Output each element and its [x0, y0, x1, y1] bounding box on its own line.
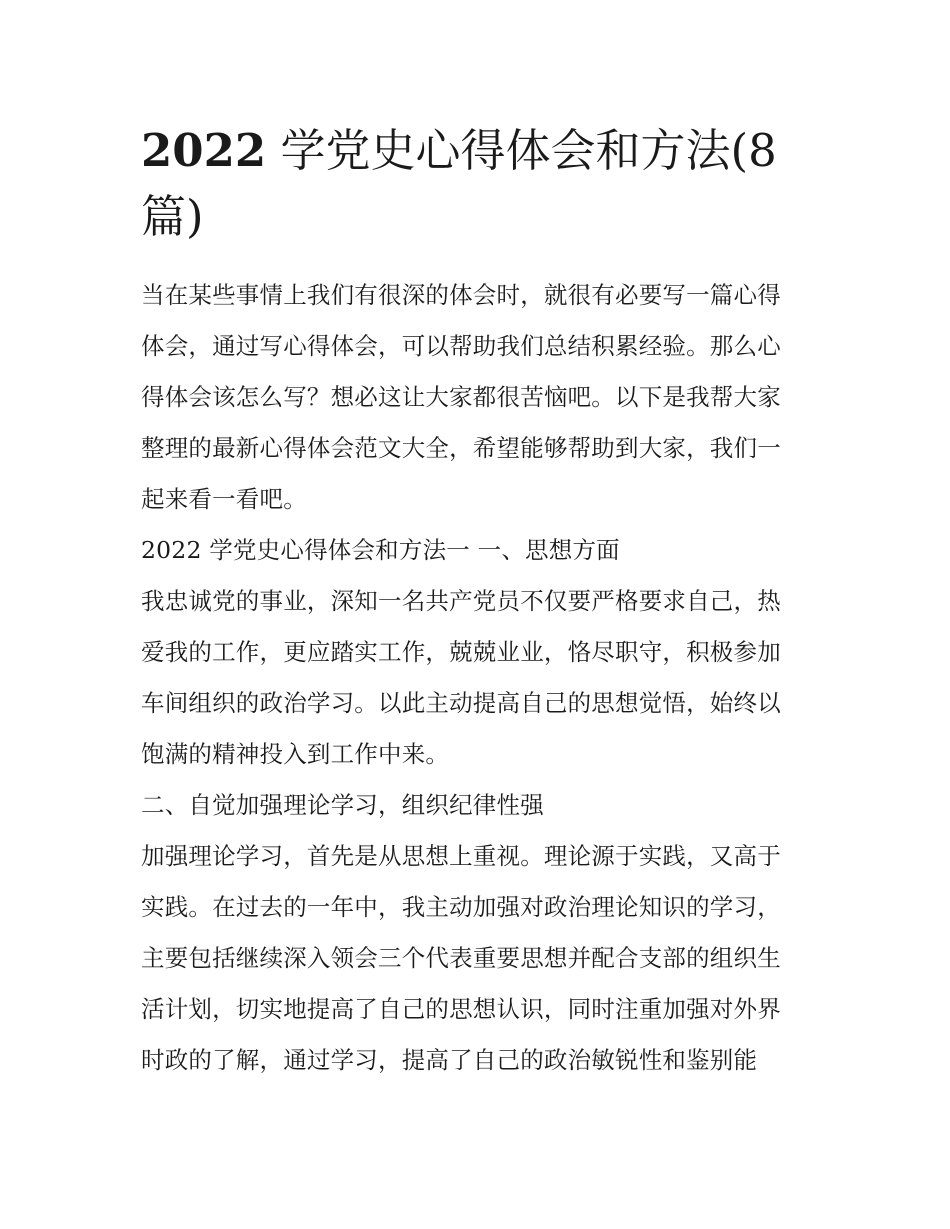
body-line: 体会，通过写心得体会，可以帮助我们总结积累经验。那么心	[141, 332, 781, 360]
body-line: 车间组织的政治学习。以此主动提高自己的思想觉悟，始终以	[141, 689, 781, 717]
body-line: 活计划，切实地提高了自己的思想认识，同时注重加强对外界	[141, 995, 781, 1023]
body-line: 主要包括继续深入领会三个代表重要思想并配合支部的组织生	[141, 944, 781, 972]
body-line: 整理的最新心得体会范文大全，希望能够帮助到大家，我们一	[141, 434, 781, 462]
body-line: 我忠诚党的事业，深知一名共产党员不仅要严格要求自己，热	[141, 587, 781, 615]
title-text-line2: 篇)	[141, 190, 204, 243]
body-line: 起来看一看吧。	[141, 485, 307, 513]
title-year: 2022	[141, 124, 267, 177]
section-heading: 2022 学党史心得体会和方法一 一、思想方面	[141, 536, 620, 564]
body-line: 当在某些事情上我们有很深的体会时，就很有必要写一篇心得	[141, 281, 781, 309]
body-line: 加强理论学习，首先是从思想上重视。理论源于实践，又高于	[141, 842, 781, 870]
body-line: 实践。在过去的一年中，我主动加强对政治理论知识的学习，	[141, 893, 781, 921]
section-heading: 二、自觉加强理论学习，组织纪律性强	[141, 791, 544, 819]
document-body	[141, 270, 813, 1086]
body-line: 饱满的精神投入到工作中来。	[141, 740, 450, 768]
document-page	[141, 118, 813, 1086]
body-line: 爱我的工作，更应踏实工作，兢兢业业，恪尽职守，积极参加	[141, 638, 781, 666]
document-title	[141, 118, 813, 250]
title-text: 学党史心得体会和方法(8	[266, 124, 777, 177]
body-line: 时政的了解，通过学习，提高了自己的政治敏锐性和鉴别能	[141, 1046, 758, 1074]
body-line: 得体会该怎么写？想必这让大家都很苦恼吧。以下是我帮大家	[141, 383, 781, 411]
